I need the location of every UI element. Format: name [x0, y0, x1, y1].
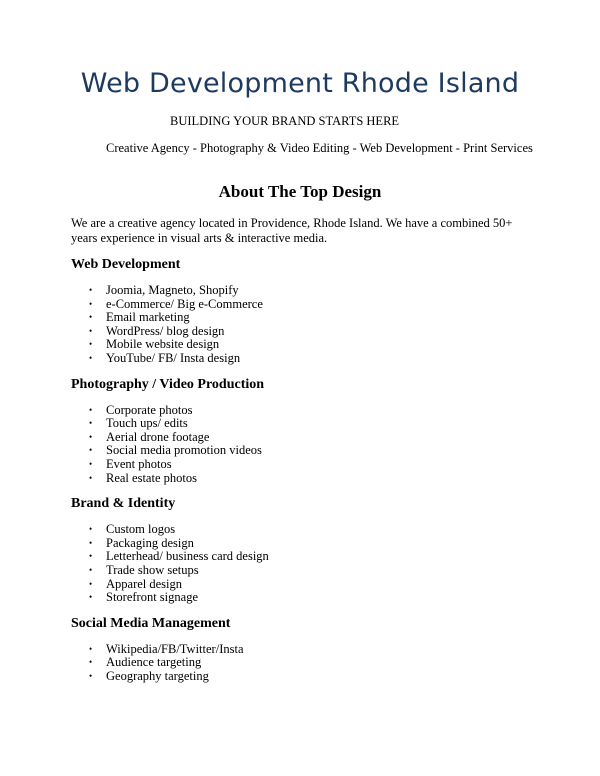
list-item-text: Touch ups/ edits [106, 416, 188, 431]
list-item [71, 298, 551, 312]
list-item-text: Apparel design [106, 576, 183, 591]
list-item-text: Packaging design [106, 535, 194, 550]
list-item [71, 578, 551, 592]
list-item [71, 537, 551, 551]
list-item [71, 431, 551, 445]
bullet-icon: • [89, 551, 93, 562]
list-item-text: Letterhead/ business card design [106, 549, 269, 564]
bullet-icon: • [89, 404, 93, 415]
list-item-text: Mobile website design [106, 337, 220, 352]
bullet-icon: • [89, 431, 93, 442]
list-item-text: WordPress/ blog design [106, 323, 225, 338]
section-social-media [71, 615, 551, 684]
bullet-icon: • [89, 312, 93, 323]
list-item [71, 325, 551, 339]
list-item [71, 591, 551, 605]
list-item [71, 656, 551, 670]
list-item-text: Custom logos [106, 522, 176, 537]
bullet-icon: • [89, 537, 93, 548]
list-item [71, 458, 551, 472]
about-heading: About The Top Design [218, 182, 382, 201]
list-item [71, 444, 551, 458]
list-item [71, 352, 551, 366]
tagline: BUILDING YOUR BRAND STARTS HERE [170, 114, 400, 128]
section-photography-video [71, 376, 551, 486]
list-item-text: Audience targeting [106, 655, 202, 670]
bullet-icon: • [89, 352, 93, 363]
section-heading: Social Media Management [71, 615, 231, 631]
list-item [71, 338, 551, 352]
list-item-text: Event photos [106, 456, 172, 471]
bullet-icon: • [89, 670, 93, 681]
service-sections [71, 256, 551, 693]
list-item [71, 550, 551, 564]
list-item [71, 564, 551, 578]
document-title: Web Development Rhode Island [80, 68, 520, 99]
bullet-icon: • [89, 285, 93, 295]
bullet-icon: • [89, 418, 93, 429]
section-list [71, 404, 551, 486]
list-item-text: Trade show setups [106, 562, 199, 577]
list-item [71, 523, 551, 537]
bullet-icon: • [89, 592, 93, 603]
list-item [71, 311, 551, 325]
section-brand-identity [71, 495, 551, 605]
list-item-text: Geography targeting [106, 668, 209, 683]
list-item-text: Joomia, Magneto, Shopify [106, 283, 239, 297]
list-item [71, 670, 551, 684]
list-item [71, 472, 551, 486]
bullet-icon: • [89, 445, 93, 456]
bullet-icon: • [89, 578, 93, 589]
section-list [71, 523, 551, 605]
bullet-icon: • [89, 298, 93, 309]
section-heading: Web Development [71, 257, 181, 272]
bullet-icon: • [89, 339, 93, 350]
list-item [71, 284, 551, 298]
section-web-development [71, 256, 551, 366]
list-item-text: YouTube/ FB/ Insta design [106, 350, 241, 365]
bullet-icon: • [89, 524, 93, 535]
list-item [71, 404, 551, 418]
list-item [71, 417, 551, 431]
section-heading: Photography / Video Production [71, 376, 265, 392]
list-item-text: Real estate photos [106, 470, 197, 485]
section-heading: Brand & Identity [71, 496, 176, 512]
list-item-text: Corporate photos [106, 402, 193, 417]
bullet-icon: • [89, 657, 93, 668]
list-item-text: Aerial drone footage [106, 429, 210, 444]
intro-paragraph: We are a creative agency located in Providence, Rhode Island. We have a combined 50+ years experience in visual arts & interactive media. [71, 216, 513, 245]
bullet-icon: • [89, 643, 93, 654]
bullet-icon: • [89, 458, 93, 469]
list-item-text: Wikipedia/FB/Twitter/Insta [106, 641, 244, 656]
bullet-icon: • [89, 472, 93, 483]
list-item-text: e-Commerce/ Big e-Commerce [106, 296, 263, 311]
bullet-icon: • [89, 564, 93, 575]
section-list [71, 643, 551, 684]
list-item [71, 643, 551, 657]
bullet-icon: • [89, 325, 93, 336]
list-item-text: Email marketing [106, 310, 190, 325]
services-line: Creative Agency - Photography & Video Editing - Web Development - Print Services [106, 141, 533, 155]
list-item-text: Social media promotion videos [106, 443, 262, 458]
section-list [71, 284, 551, 366]
list-item-text: Storefront signage [106, 590, 198, 605]
